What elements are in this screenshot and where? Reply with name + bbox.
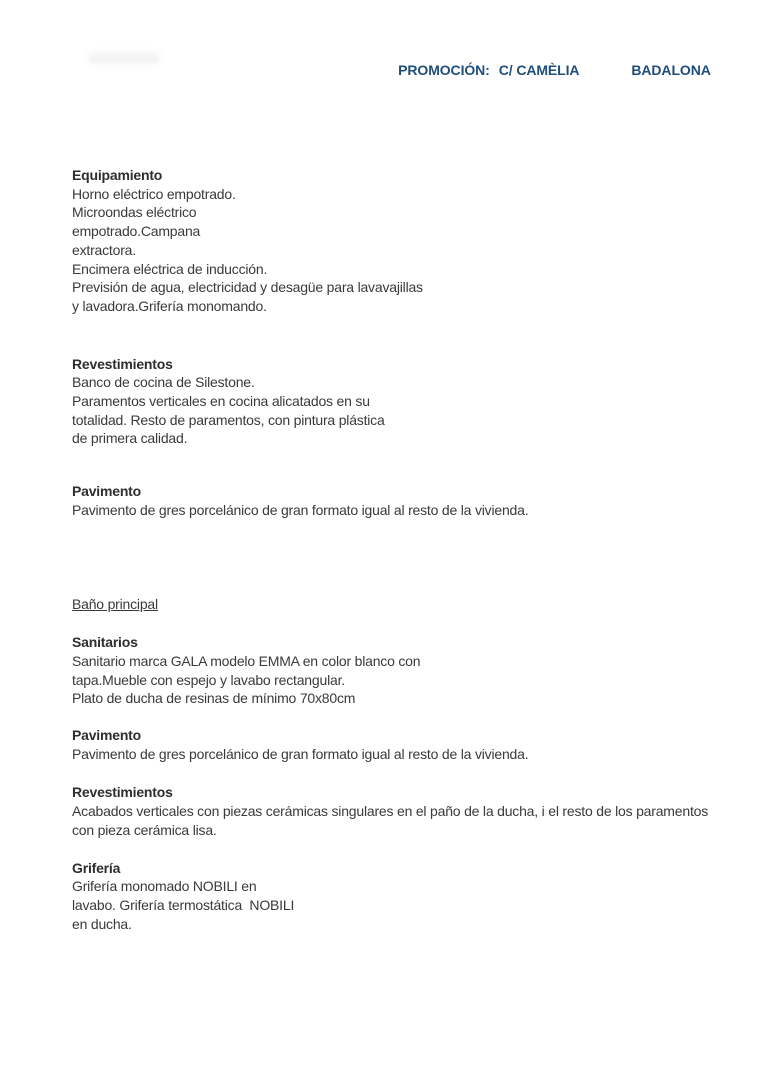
section-heading: Grifería bbox=[72, 859, 121, 876]
text-line: Pavimento de gres porcelánico de gran formato igual al resto de la vivienda. bbox=[72, 745, 529, 762]
section-equipamiento bbox=[72, 166, 747, 316]
text-line: Horno eléctrico empotrado. bbox=[72, 185, 236, 202]
section-revestimientos-cocina bbox=[72, 355, 747, 449]
text-line: Sanitario marca GALA modelo EMMA en color blanco con bbox=[72, 652, 421, 669]
section-heading: Sanitarios bbox=[72, 634, 138, 651]
text-line: de primera calidad. bbox=[72, 430, 188, 447]
section-heading: Equipamiento bbox=[72, 167, 163, 183]
text-line: con pieza cerámica lisa. bbox=[72, 821, 217, 838]
text-line: empotrado.Campana bbox=[72, 223, 201, 240]
document-body bbox=[72, 166, 747, 933]
text-line: y lavadora.Grifería monomando. bbox=[72, 297, 267, 314]
text-line: Microondas eléctrico bbox=[72, 204, 197, 221]
promotion-label: PROMOCIÓN: bbox=[398, 62, 490, 78]
promotion-city: BADALONA bbox=[631, 62, 711, 78]
text-line: lavabo. Grifería termostática NOBILI bbox=[72, 896, 295, 913]
text-line: Encimera eléctrica de inducción. bbox=[72, 260, 268, 277]
section-pavimento-bano bbox=[72, 726, 747, 763]
section-heading: Revestimientos bbox=[72, 355, 173, 372]
text-line: tapa.Mueble con espejo y lavabo rectangular. bbox=[72, 671, 345, 688]
text-line: Paramentos verticales en cocina alicatados en su bbox=[72, 393, 370, 410]
text-line: totalidad. Resto de paramentos, con pintura plástica bbox=[72, 411, 385, 428]
text-line: Previsión de agua, electricidad y desagüe para lavavajillas bbox=[72, 279, 423, 296]
section-griferia bbox=[72, 859, 747, 934]
section-revestimientos-bano bbox=[72, 783, 747, 839]
text-line: en ducha. bbox=[72, 915, 132, 932]
section-heading: Pavimento bbox=[72, 483, 141, 500]
section-heading: Revestimientos bbox=[72, 784, 173, 801]
section-sanitarios bbox=[72, 633, 747, 708]
text-line: Plato de ducha de resinas de mínimo 70x80cm bbox=[72, 690, 356, 707]
faded-logo-mark bbox=[88, 52, 160, 64]
text-line: Acabados verticales con piezas cerámicas singulares en el paño de la ducha, i el resto de los paramentos bbox=[72, 803, 709, 820]
section-pavimento-cocina bbox=[72, 482, 747, 519]
subsection-title: Baño principal bbox=[72, 595, 158, 612]
promotion-street: C/ CAMÈLIA bbox=[498, 62, 580, 78]
text-line: Banco de cocina de Silestone. bbox=[72, 374, 255, 391]
text-line: Pavimento de gres porcelánico de gran formato igual al resto de la vivienda. bbox=[72, 501, 529, 518]
text-line: Grifería monomado NOBILI en bbox=[72, 878, 257, 895]
section-heading: Pavimento bbox=[72, 727, 141, 744]
subsection-bano-principal bbox=[72, 595, 747, 614]
text-line: extractora. bbox=[72, 241, 136, 258]
page-header bbox=[383, 46, 711, 94]
